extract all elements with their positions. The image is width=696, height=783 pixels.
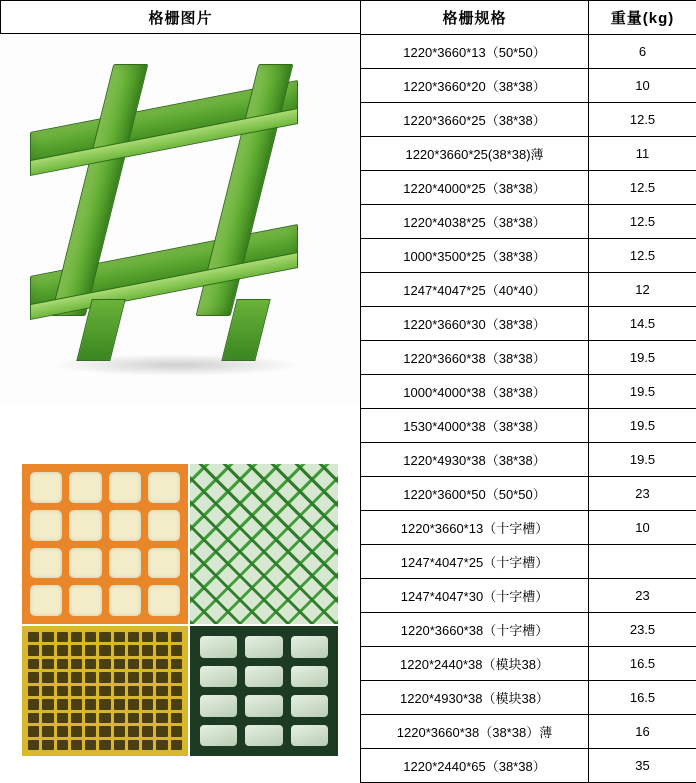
table-row: [361, 613, 696, 647]
cell-weight: 11: [589, 137, 696, 171]
yellow-panel-surface: [22, 626, 188, 756]
orange-panel-surface: [22, 464, 188, 624]
cell-spec: 1220*3660*30（38*38）: [361, 307, 589, 341]
cell-weight: 10: [589, 511, 696, 545]
table-row: [361, 647, 696, 681]
spec-table-column: [360, 0, 696, 783]
table-row: [361, 715, 696, 749]
cell-spec: 1220*3600*50（50*50）: [361, 477, 589, 511]
table-row: [361, 69, 696, 103]
cell-weight: 10: [589, 69, 696, 103]
column-header-spec: 格栅规格: [361, 1, 589, 35]
cell-weight: 23: [589, 477, 696, 511]
table-row: [361, 103, 696, 137]
table-row: [361, 511, 696, 545]
table-row: [361, 239, 696, 273]
yellow-fine-mesh-grating-panel: [22, 626, 188, 756]
green-molded-grating-closeup: [0, 34, 360, 404]
cell-spec: 1000*4000*38（38*38）: [361, 375, 589, 409]
table-row: [361, 443, 696, 477]
cell-spec: 1000*3500*25（38*38）: [361, 239, 589, 273]
cell-spec: 1247*4047*25（十字槽）: [361, 545, 589, 579]
table-row: [361, 545, 696, 579]
cell-weight: 12.5: [589, 103, 696, 137]
cell-spec: 1220*4930*38（38*38）: [361, 443, 589, 477]
cell-weight: 35: [589, 749, 696, 783]
cell-spec: 1220*2440*38（模块38）: [361, 647, 589, 681]
dark-green-panel-surface: [190, 626, 338, 756]
cell-spec: 1220*3660*25（38*38）: [361, 103, 589, 137]
dark-green-grating-panel: [190, 626, 338, 756]
cell-spec: 1530*4000*38（38*38）: [361, 409, 589, 443]
table-row: [361, 341, 696, 375]
product-photo-grid: [0, 404, 360, 734]
table-row: [361, 579, 696, 613]
grating-drop-shadow: [52, 354, 302, 376]
cell-spec: 1220*3660*13（50*50）: [361, 35, 589, 69]
dark-green-panel-cells: [200, 636, 328, 746]
cell-spec: 1220*3660*38（十字槽）: [361, 613, 589, 647]
cell-spec: 1247*4047*25（40*40）: [361, 273, 589, 307]
cell-spec: 1220*4930*38（模块38）: [361, 681, 589, 715]
cell-spec: 1220*3660*13（十字槽）: [361, 511, 589, 545]
cell-spec: 1220*3660*38（38*38）: [361, 341, 589, 375]
green-mesh-grating-panel: [190, 464, 338, 624]
table-row: [361, 681, 696, 715]
cell-spec: 1220*3660*25(38*38)薄: [361, 137, 589, 171]
column-header-weight: 重量(kg): [589, 1, 696, 35]
cell-weight: 23: [589, 579, 696, 613]
green-mesh-surface: [190, 464, 338, 624]
table-row: [361, 375, 696, 409]
table-row: [361, 477, 696, 511]
specification-table: [360, 0, 696, 783]
cell-weight: 6: [589, 35, 696, 69]
grating-illustration: [22, 54, 338, 384]
table-row: [361, 35, 696, 69]
cell-spec: 1220*4038*25（38*38）: [361, 205, 589, 239]
cell-spec: 1220*3660*38（38*38）薄: [361, 715, 589, 749]
table-row: [361, 409, 696, 443]
cell-weight: 19.5: [589, 375, 696, 409]
cell-weight: 16: [589, 715, 696, 749]
cell-weight: 23.5: [589, 613, 696, 647]
cell-weight: 16.5: [589, 681, 696, 715]
table-row: [361, 273, 696, 307]
table-row: [361, 307, 696, 341]
cell-weight: 16.5: [589, 647, 696, 681]
orange-panel-cells: [30, 472, 180, 616]
yellow-panel-cells: [28, 632, 182, 750]
table-row: [361, 749, 696, 783]
cell-weight: 12.5: [589, 171, 696, 205]
table-row: [361, 205, 696, 239]
table-row: [361, 171, 696, 205]
cell-weight: 19.5: [589, 409, 696, 443]
cell-weight: 12.5: [589, 239, 696, 273]
table-body: [361, 35, 696, 783]
cell-spec: 1247*4047*30（十字槽）: [361, 579, 589, 613]
cell-weight: 19.5: [589, 341, 696, 375]
cell-spec: 1220*4000*25（38*38）: [361, 171, 589, 205]
cell-weight: 12.5: [589, 205, 696, 239]
cell-weight: [589, 545, 696, 579]
cell-weight: 19.5: [589, 443, 696, 477]
cell-spec: 1220*3660*20（38*38）: [361, 69, 589, 103]
table-header-row: [361, 1, 696, 35]
cell-weight: 12: [589, 273, 696, 307]
cell-weight: 14.5: [589, 307, 696, 341]
image-column-header: 格栅图片: [0, 0, 360, 34]
image-column-body: [0, 34, 360, 783]
table-row: [361, 137, 696, 171]
cell-spec: 1220*2440*65（38*38）: [361, 749, 589, 783]
orange-molded-grating-panel: [22, 464, 188, 624]
